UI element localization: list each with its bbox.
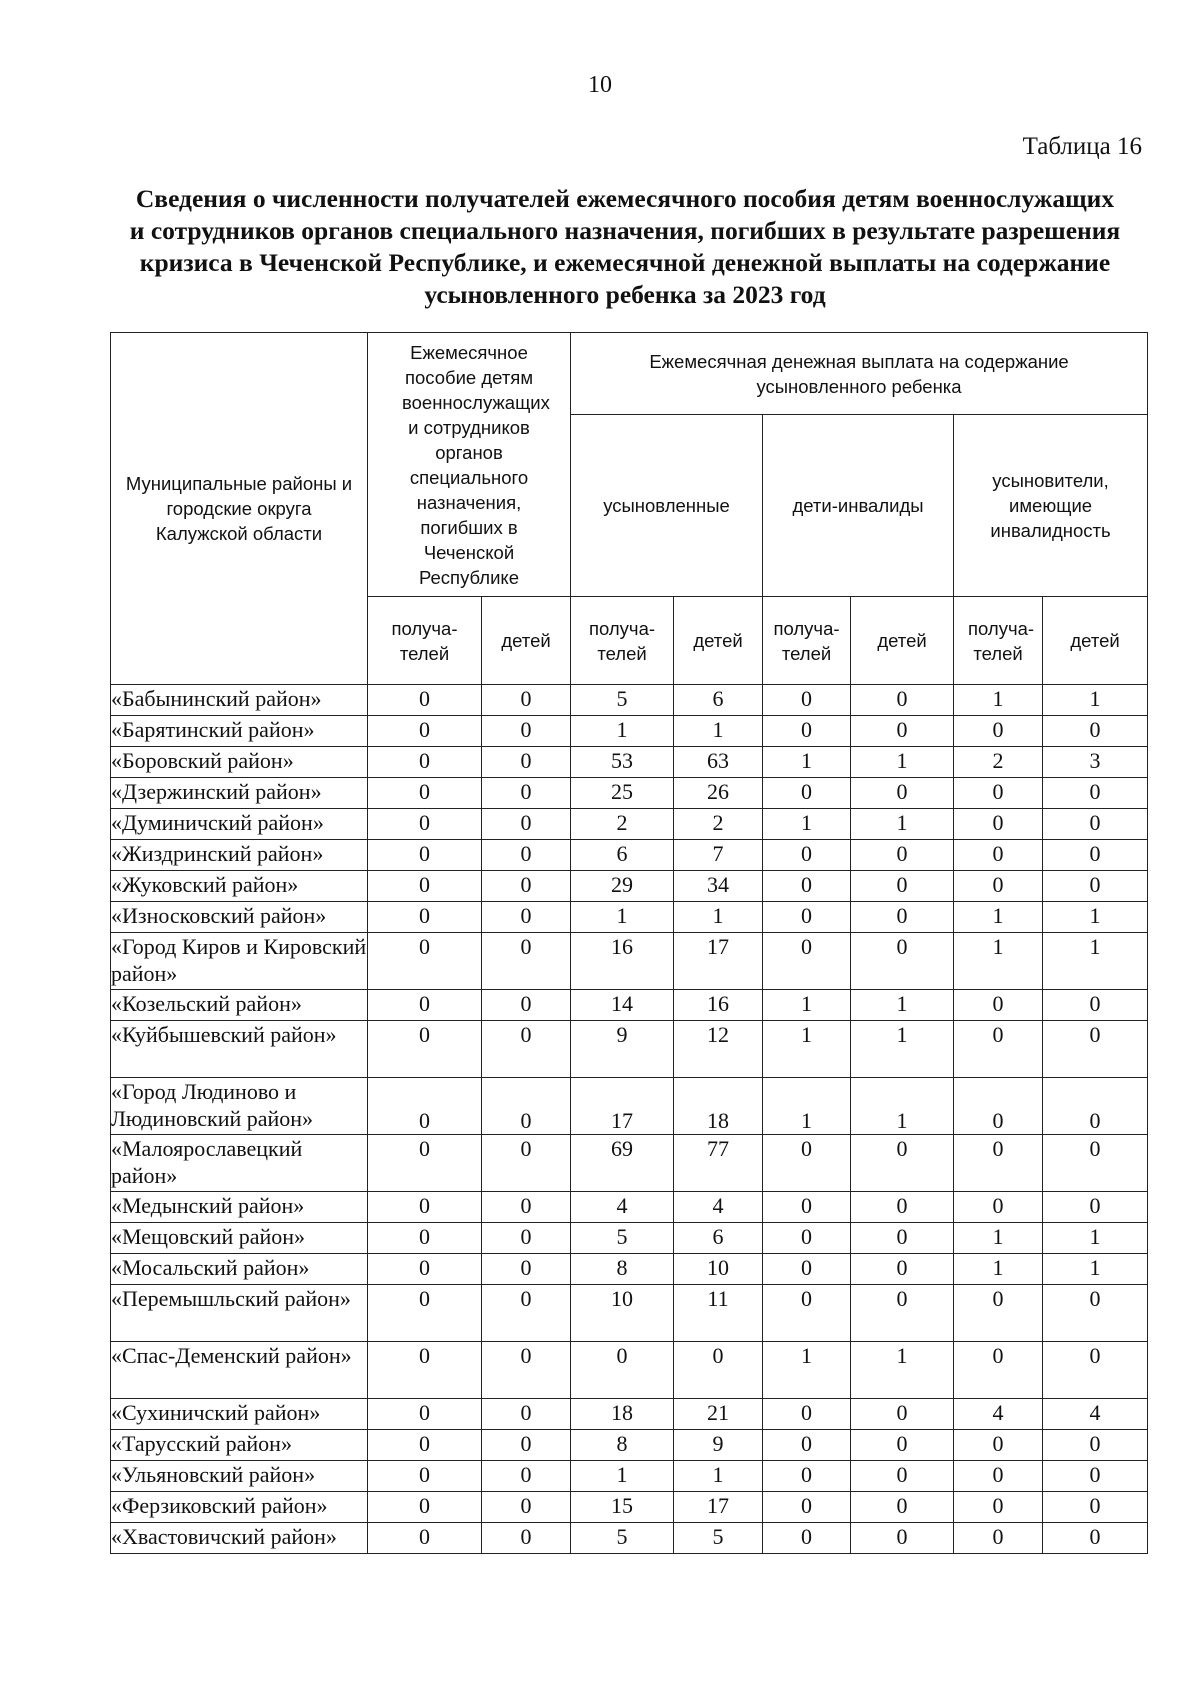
value-cell: 7 (674, 840, 763, 871)
value-cell: 0 (368, 685, 482, 716)
value-cell: 0 (851, 1192, 954, 1223)
value-cell: 0 (674, 1342, 763, 1399)
value-cell: 2 (674, 809, 763, 840)
value-cell: 9 (674, 1430, 763, 1461)
value-cell: 0 (482, 1021, 571, 1078)
region-name: «Ульяновский район» (111, 1461, 368, 1492)
value-cell: 1 (954, 685, 1043, 716)
header-allowance: Ежемесячное пособие детям военнослужащих и сотрудников органов специального назначения, погибших в Чеченской Республике (368, 333, 571, 597)
value-cell: 3 (1043, 747, 1148, 778)
value-cell: 0 (851, 1254, 954, 1285)
value-cell: 0 (368, 1523, 482, 1554)
value-cell: 0 (1043, 871, 1148, 902)
value-cell: 1 (763, 990, 851, 1021)
region-name: «Жуковский район» (111, 871, 368, 902)
value-cell: 1 (851, 747, 954, 778)
value-cell: 21 (674, 1399, 763, 1430)
value-cell: 1 (851, 1021, 954, 1078)
value-cell: 1 (954, 1223, 1043, 1254)
value-cell: 0 (954, 840, 1043, 871)
title-line: Сведения о численности получателей ежемесячного пособия детям военнослужащих (135, 184, 1115, 213)
value-cell: 5 (674, 1523, 763, 1554)
value-cell: 0 (368, 933, 482, 990)
region-name: «Спас-Деменский район» (111, 1342, 368, 1399)
value-cell: 0 (1043, 1461, 1148, 1492)
value-cell: 1 (1043, 1223, 1148, 1254)
table-row (111, 1492, 1148, 1523)
value-cell: 0 (851, 1461, 954, 1492)
table-label: Таблица 16 (1022, 133, 1142, 160)
value-cell: 0 (1043, 809, 1148, 840)
value-cell: 1 (954, 933, 1043, 990)
value-cell: 0 (368, 1021, 482, 1078)
table-row (111, 778, 1148, 809)
header-disabled-adopters: усыновители, имеющие инвалидность (954, 415, 1148, 597)
value-cell: 0 (954, 809, 1043, 840)
value-cell: 12 (674, 1021, 763, 1078)
value-cell: 0 (851, 1135, 954, 1192)
value-cell: 1 (851, 1342, 954, 1399)
value-cell: 0 (1043, 840, 1148, 871)
value-cell: 0 (1043, 1192, 1148, 1223)
value-cell: 0 (1043, 1523, 1148, 1554)
value-cell: 1 (571, 716, 674, 747)
value-cell: 0 (482, 716, 571, 747)
header-adopted: усыновленные (571, 415, 763, 597)
value-cell: 0 (482, 902, 571, 933)
value-cell: 0 (763, 871, 851, 902)
value-cell: 0 (1043, 1021, 1148, 1078)
statistics-table (110, 332, 1148, 1554)
value-cell: 0 (571, 1342, 674, 1399)
value-cell: 0 (954, 1078, 1043, 1135)
document-title (100, 183, 1150, 311)
value-cell: 0 (763, 840, 851, 871)
value-cell: 69 (571, 1135, 674, 1192)
value-cell: 11 (674, 1285, 763, 1342)
region-name: «Дзержинский район» (111, 778, 368, 809)
value-cell: 1 (674, 1461, 763, 1492)
value-cell: 0 (954, 1135, 1043, 1192)
value-cell: 1 (763, 1078, 851, 1135)
table-row (111, 1285, 1148, 1342)
value-cell: 1 (571, 1461, 674, 1492)
header-children: детей (851, 597, 954, 685)
value-cell: 0 (851, 1492, 954, 1523)
value-cell: 0 (368, 990, 482, 1021)
table-row (111, 1078, 1148, 1135)
value-cell: 0 (851, 716, 954, 747)
value-cell: 6 (571, 840, 674, 871)
value-cell: 0 (482, 1078, 571, 1135)
table-row (111, 990, 1148, 1021)
value-cell: 4 (1043, 1399, 1148, 1430)
value-cell: 10 (571, 1285, 674, 1342)
value-cell: 5 (571, 685, 674, 716)
value-cell: 1 (851, 1078, 954, 1135)
value-cell: 1 (763, 1342, 851, 1399)
value-cell: 0 (482, 1223, 571, 1254)
value-cell: 0 (851, 1223, 954, 1254)
value-cell: 0 (482, 1399, 571, 1430)
value-cell: 0 (482, 871, 571, 902)
value-cell: 0 (482, 1254, 571, 1285)
value-cell: 1 (674, 902, 763, 933)
value-cell: 18 (674, 1078, 763, 1135)
region-name: «Хвастовичский район» (111, 1523, 368, 1554)
value-cell: 0 (1043, 1430, 1148, 1461)
value-cell: 9 (571, 1021, 674, 1078)
value-cell: 0 (954, 1021, 1043, 1078)
value-cell: 0 (954, 1342, 1043, 1399)
table-body (111, 685, 1148, 1554)
value-cell: 0 (482, 1285, 571, 1342)
value-cell: 0 (763, 933, 851, 990)
region-name: «Медынский район» (111, 1192, 368, 1223)
value-cell: 17 (674, 1492, 763, 1523)
table-row (111, 1461, 1148, 1492)
value-cell: 0 (482, 840, 571, 871)
value-cell: 77 (674, 1135, 763, 1192)
value-cell: 0 (1043, 1492, 1148, 1523)
value-cell: 0 (851, 685, 954, 716)
title-line: и сотрудников органов специального назначения, погибших в результате разрешения (129, 216, 1121, 245)
header-payment: Ежемесячная денежная выплата на содержание усыновленного ребенка (571, 333, 1148, 415)
region-name: «Барятинский район» (111, 716, 368, 747)
value-cell: 0 (482, 1492, 571, 1523)
value-cell: 0 (954, 1461, 1043, 1492)
value-cell: 0 (482, 1135, 571, 1192)
value-cell: 0 (954, 716, 1043, 747)
value-cell: 0 (763, 1492, 851, 1523)
value-cell: 0 (851, 778, 954, 809)
value-cell: 0 (954, 1285, 1043, 1342)
value-cell: 0 (482, 1523, 571, 1554)
value-cell: 0 (368, 1461, 482, 1492)
value-cell: 0 (851, 933, 954, 990)
table-row (111, 747, 1148, 778)
value-cell: 0 (763, 685, 851, 716)
value-cell: 1 (1043, 902, 1148, 933)
value-cell: 0 (763, 778, 851, 809)
region-name: «Бабынинский район» (111, 685, 368, 716)
value-cell: 0 (368, 1135, 482, 1192)
table-row (111, 871, 1148, 902)
value-cell: 0 (482, 685, 571, 716)
value-cell: 34 (674, 871, 763, 902)
value-cell: 0 (763, 1285, 851, 1342)
value-cell: 1 (1043, 685, 1148, 716)
value-cell: 1 (763, 747, 851, 778)
value-cell: 1 (1043, 933, 1148, 990)
table-row (111, 933, 1148, 990)
region-name: «Малоярославецкий район» (111, 1135, 368, 1192)
value-cell: 16 (674, 990, 763, 1021)
value-cell: 1 (954, 902, 1043, 933)
value-cell: 0 (954, 778, 1043, 809)
table-row (111, 1342, 1148, 1399)
value-cell: 2 (954, 747, 1043, 778)
header-disabled-children: дети-инвалиды (763, 415, 954, 597)
value-cell: 0 (482, 1430, 571, 1461)
region-name: «Мещовский район» (111, 1223, 368, 1254)
value-cell: 0 (1043, 990, 1148, 1021)
table-row (111, 1523, 1148, 1554)
value-cell: 8 (571, 1430, 674, 1461)
region-name: «Думиничский район» (111, 809, 368, 840)
table-row (111, 809, 1148, 840)
value-cell: 6 (674, 685, 763, 716)
value-cell: 0 (368, 840, 482, 871)
value-cell: 0 (482, 1192, 571, 1223)
value-cell: 0 (368, 1223, 482, 1254)
value-cell: 0 (482, 933, 571, 990)
value-cell: 6 (674, 1223, 763, 1254)
value-cell: 0 (1043, 1078, 1148, 1135)
table-row (111, 1021, 1148, 1078)
value-cell: 1 (851, 809, 954, 840)
title-line: усыновленного ребенка за 2023 год (424, 280, 826, 309)
region-name: «Город Людиново и Людиновский район» (111, 1078, 368, 1135)
value-cell: 0 (954, 871, 1043, 902)
value-cell: 0 (851, 1430, 954, 1461)
header-recipients: получа-телей (571, 597, 674, 685)
value-cell: 0 (368, 747, 482, 778)
value-cell: 0 (482, 990, 571, 1021)
value-cell: 15 (571, 1492, 674, 1523)
value-cell: 0 (1043, 1135, 1148, 1192)
value-cell: 0 (763, 902, 851, 933)
value-cell: 0 (763, 1254, 851, 1285)
table-row (111, 902, 1148, 933)
value-cell: 0 (482, 747, 571, 778)
value-cell: 17 (571, 1078, 674, 1135)
value-cell: 0 (763, 1399, 851, 1430)
value-cell: 0 (763, 1192, 851, 1223)
value-cell: 0 (954, 1492, 1043, 1523)
table-row (111, 1192, 1148, 1223)
value-cell: 5 (571, 1523, 674, 1554)
value-cell: 0 (851, 1285, 954, 1342)
value-cell: 0 (368, 1254, 482, 1285)
table-row (111, 1223, 1148, 1254)
title-line: кризиса в Чеченской Республике, и ежемесячной денежной выплаты на содержание (139, 248, 1111, 277)
value-cell: 1 (763, 1021, 851, 1078)
value-cell: 0 (763, 1223, 851, 1254)
value-cell: 2 (571, 809, 674, 840)
value-cell: 1 (571, 902, 674, 933)
value-cell: 0 (1043, 1285, 1148, 1342)
value-cell: 53 (571, 747, 674, 778)
header-children: детей (674, 597, 763, 685)
header-children: детей (482, 597, 571, 685)
value-cell: 0 (368, 1078, 482, 1135)
region-name: «Боровский район» (111, 747, 368, 778)
region-name: «Мосальский район» (111, 1254, 368, 1285)
value-cell: 0 (368, 1342, 482, 1399)
value-cell: 17 (674, 933, 763, 990)
table-row (111, 1430, 1148, 1461)
value-cell: 0 (954, 1192, 1043, 1223)
value-cell: 0 (954, 1430, 1043, 1461)
header-recipients: получа-телей (368, 597, 482, 685)
value-cell: 0 (368, 778, 482, 809)
value-cell: 0 (851, 871, 954, 902)
value-cell: 25 (571, 778, 674, 809)
table-row (111, 685, 1148, 716)
header-region: Муниципальные районы и городские округа Калужской области (111, 333, 368, 685)
region-name: «Сухиничский район» (111, 1399, 368, 1430)
value-cell: 0 (954, 990, 1043, 1021)
value-cell: 1 (851, 990, 954, 1021)
value-cell: 0 (368, 1399, 482, 1430)
region-name: «Жиздринский район» (111, 840, 368, 871)
value-cell: 1 (1043, 1254, 1148, 1285)
value-cell: 1 (954, 1254, 1043, 1285)
header-recipients: получа-телей (954, 597, 1043, 685)
value-cell: 18 (571, 1399, 674, 1430)
value-cell: 0 (763, 1135, 851, 1192)
value-cell: 0 (368, 716, 482, 747)
value-cell: 1 (674, 716, 763, 747)
region-name: «Козельский район» (111, 990, 368, 1021)
value-cell: 0 (763, 716, 851, 747)
value-cell: 26 (674, 778, 763, 809)
table-row (111, 1254, 1148, 1285)
value-cell: 0 (1043, 778, 1148, 809)
value-cell: 0 (368, 902, 482, 933)
region-name: «Куйбышевский район» (111, 1021, 368, 1078)
value-cell: 0 (482, 1342, 571, 1399)
region-name: «Износковский район» (111, 902, 368, 933)
value-cell: 0 (482, 809, 571, 840)
value-cell: 0 (763, 1523, 851, 1554)
value-cell: 14 (571, 990, 674, 1021)
header-recipients: получа-телей (763, 597, 851, 685)
value-cell: 0 (1043, 1342, 1148, 1399)
value-cell: 10 (674, 1254, 763, 1285)
value-cell: 29 (571, 871, 674, 902)
value-cell: 0 (368, 1285, 482, 1342)
value-cell: 0 (368, 809, 482, 840)
value-cell: 16 (571, 933, 674, 990)
value-cell: 0 (763, 1461, 851, 1492)
region-name: «Ферзиковский район» (111, 1492, 368, 1523)
value-cell: 0 (368, 1430, 482, 1461)
table-row (111, 840, 1148, 871)
value-cell: 4 (954, 1399, 1043, 1430)
value-cell: 0 (954, 1523, 1043, 1554)
value-cell: 5 (571, 1223, 674, 1254)
table-row (111, 1399, 1148, 1430)
table-row (111, 716, 1148, 747)
value-cell: 0 (851, 1523, 954, 1554)
region-name: «Перемышльский район» (111, 1285, 368, 1342)
value-cell: 0 (482, 778, 571, 809)
value-cell: 0 (368, 1492, 482, 1523)
value-cell: 1 (763, 809, 851, 840)
page-number: 10 (588, 72, 612, 98)
value-cell: 4 (674, 1192, 763, 1223)
value-cell: 0 (851, 1399, 954, 1430)
value-cell: 8 (571, 1254, 674, 1285)
header-children: детей (1043, 597, 1148, 685)
value-cell: 0 (368, 1192, 482, 1223)
value-cell: 0 (368, 871, 482, 902)
value-cell: 0 (482, 1461, 571, 1492)
value-cell: 0 (851, 902, 954, 933)
region-name: «Город Киров и Кировский район» (111, 933, 368, 990)
region-name: «Тарусский район» (111, 1430, 368, 1461)
value-cell: 4 (571, 1192, 674, 1223)
value-cell: 0 (1043, 716, 1148, 747)
value-cell: 0 (763, 1430, 851, 1461)
table-row (111, 1135, 1148, 1192)
value-cell: 63 (674, 747, 763, 778)
value-cell: 0 (851, 840, 954, 871)
